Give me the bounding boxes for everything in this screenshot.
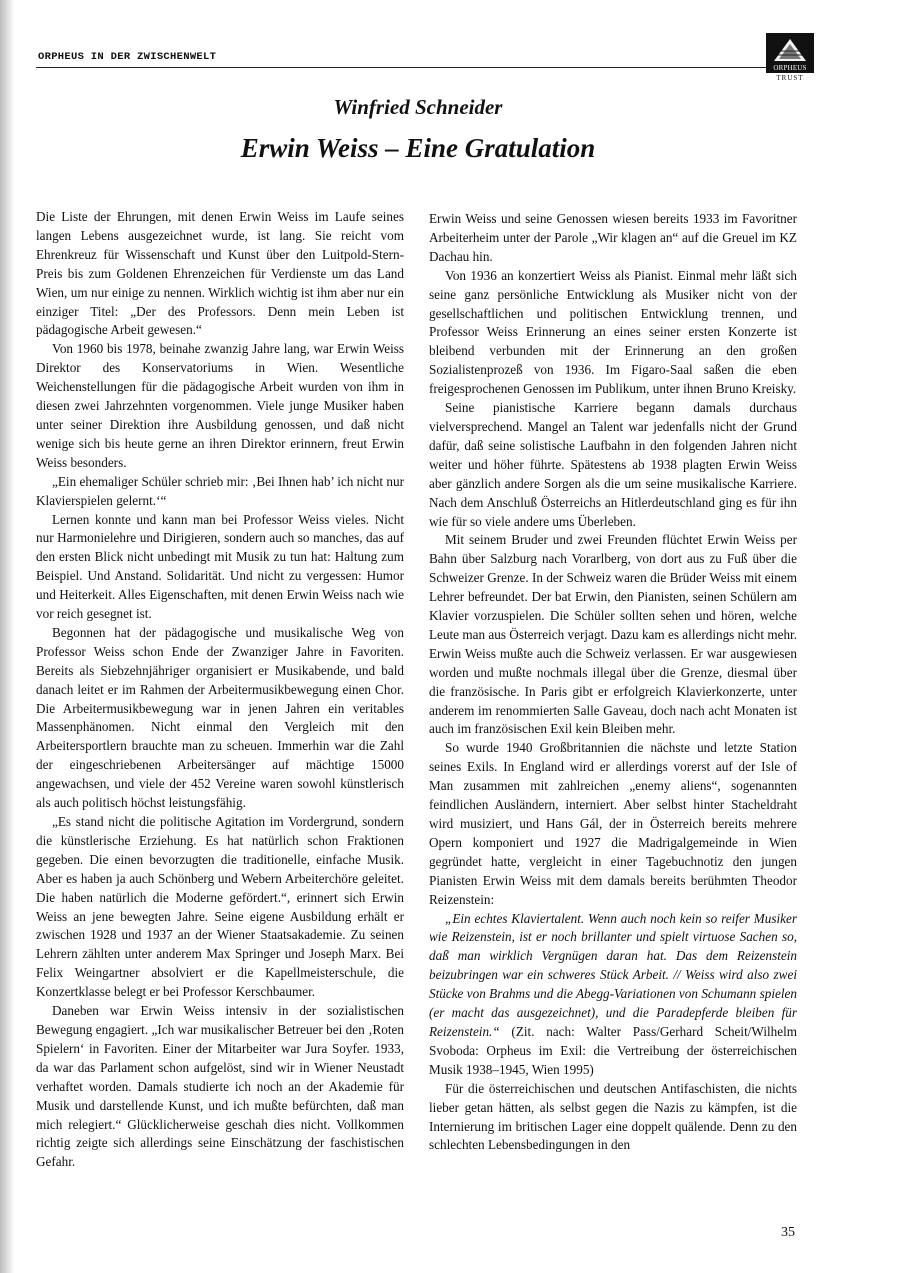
paragraph: Von 1960 bis 1978, beinahe zwanzig Jahre lang, war Erwin Weiss Direktor des Konservatoriums in Wien. Wesentliche Weichenstellungen für die pädagogische Arbeit wurden von ihm in diesen zwei Jahrzehnten vorgenommen. Viele junge Musiker haben unter seiner Direktion ihre Ausbildung genossen, und daß nicht wenige sich bis heute gerne an ihren Direktor erinnern, freut Erwin Weiss besonders. (36, 341, 404, 470)
left-column (36, 208, 404, 1172)
paragraph: So wurde 1940 Großbritannien die nächste und letzte Station seines Exils. In England wird er allerdings vorerst auf der Isle of Man zusammen mit zahlreichen „enemy aliens“, sogenannten feindlichen Ausländern, interniert. Aber selbst hinter Stacheldraht wird musiziert, und Hans Gál, der in Österreich bereits mehrere Opern komponiert und 1927 die Madrigalgemeinde in Wien gegründet hatte, vergleicht in einer Tagebuchnotiz den jungen Pianisten Erwin Weiss mit dem damals bereits berühmten Theodor Reizenstein: (429, 740, 797, 907)
logo-name: ORPHEUS (766, 63, 814, 73)
logo-subname: TRUST (776, 74, 804, 82)
paragraph: Daneben war Erwin Weiss intensiv in der sozialistischen Bewegung engagiert. „Ich war musikalischer Betreuer bei den ‚Roten Spielern‘ in Favoriten. Einer der Mitarbeiter war Jura Soyfer. 1933, da war das Parlament schon aufgelöst, sind wir in Wiener Neustadt verhaftet worden. Damals studierte ich noch an der Akademie für Musik und darstellende Kunst, und ich mußte befürchten, daß man mich relegiert.“ Glücklicherweise geschah dies nicht. Vollkommen richtig zeigte sich allerdings seine Einschätzung der faschistischen Gefahr. (36, 1003, 404, 1170)
paragraph: Begonnen hat der pädagogische und musikalische Weg von Professor Weiss schon Ende der Zwanziger Jahre in Favoriten. Bereits als Siebzehnjähriger organisiert er Musikabende, und bald danach leitet er im Rahmen der Arbeitermusikbewegung einen Chor. Die Arbeitermusikbewegung war in jenen Jahren ein veritables Massenphänomen. Nicht einmal den Vergleich mit den Arbeitersportlern brauchte man zu scheuen. Immerhin war die Zahl der eingeschriebenen Arbeitersänger auf mächtige 15000 angewachsen, und viele der 452 Vereine waren sowohl künstlerisch als auch politisch höchst leistungsfähig. (36, 624, 404, 811)
paragraph: Von 1936 an konzertiert Weiss als Pianist. Einmal mehr läßt sich seine ganz persönliche Entwicklung als Musiker nicht von der gesellschaftlichen und politischen Entwicklung trennen, und Professor Weiss Erinnerung an eines seiner ersten Konzerte ist bleibend verbunden mit der Erinnerung an den großen Sozialistenprozeß von 1936. Im Figaro-Saal saßen die eben freigesprochenen Genossen im Publikum, unter ihnen Bruno Kreisky. (429, 267, 797, 397)
header-rule (36, 67, 808, 68)
paragraph: Lernen konnte und kann man bei Professor Weiss vieles. Nicht nur Harmonielehre und Dirigieren, sondern auch so manches, das auf den ersten Blick nicht unbedingt mit Musik zu tun hat: Haltung zum Beispiel. Und Anstand. Solidarität. Und nicht zu vergessen: Humor und Heiterkeit. Alles Eigenschaften, mit denen Erwin Weiss nach wie vor reich gesegnet ist. (36, 511, 404, 622)
page-edge-shadow (0, 0, 14, 1273)
paragraph: Erwin Weiss und seine Genossen wiesen bereits 1933 im Favoritner Arbeiterheim unter der Parole „Wir klagen an“ auf die Greuel im KZ Dachau hin. (429, 211, 797, 264)
paragraph: Mit seinem Bruder und zwei Freunden flüchtet Erwin Weiss per Bahn über Salzburg nach Vorarlberg, von dort aus zu Fuß über die Schweizer Grenze. In der Schweiz waren die Brüder Weiss mit einem Lehrer befreundet. Der bat Erwin, den Pianisten, seinen Schülern am Klavier vorzuspielen. Die Schüler sollten sehen und hören, welche Leute man aus Österreich verjagt. Dazu kam es allerdings nicht mehr. Erwin Weiss mußte auch die Schweiz verlassen. Er war ausgewiesen worden und mußte nochmals illegal über die Grenze, diesmal über die französische. In Paris gibt er erfolgreich Klavierkonzerte, unter anderem im renommierten Salle Gaveau, doch nach acht Monaten ist auch im französischen Exil kein Bleiben mehr. (429, 532, 797, 737)
article-title: Erwin Weiss – Eine Gratulation (240, 133, 596, 163)
page-number: 35 (781, 1225, 795, 1240)
paragraph: Seine pianistische Karriere begann damals durchaus vielversprechend. Mangel an Talent war jedenfalls nicht der Grund dafür, daß seine solistische Laufbahn in den folgenden Jahren nicht weiter und höher führte. Spätestens ab 1938 plagten Erwin Weiss aber gänzlich andere Sorgen als die um seine musikalische Karriere. Nach dem Anschluß Österreichs an Hitlerdeutschland ging es für ihn wie für so viele andere ums Überleben. (429, 400, 797, 529)
quote-paragraph: „Es stand nicht die politische Agitation im Vordergrund, sondern die künstlerische Erziehung. Es hat natürlich schon Fraktionen gegeben. Die einen bevorzugten die traditionelle, einfache Musik. Aber es haben ja auch Schönberg und Webern Arbeiterchöre geleitet. Die haben natürlich die Moderne gefördert.“, erinnert sich Erwin Weiss an jene bewegten Jahre. Seine eigene Ausbildung erhält er zwischen 1928 und 1937 an der Wiener Staatsakademie. Zu seinen Lehrern zählten unter anderem Max Springer und Joseph Marx. Bei Felix Weingartner absolviert er die Kapellmeisterschule, die Konzertklasse belegt er bei Professor Kerschbaumer. (36, 814, 404, 1000)
right-column (429, 210, 797, 1155)
orpheus-trust-logo (766, 33, 814, 83)
article-author: Winfried Schneider (333, 95, 503, 119)
paragraph: Die Liste der Ehrungen, mit denen Erwin Weiss im Laufe seines langen Lebens ausgezeichnet wurde, ist lang. Sie reicht vom Ehrenkreuz für Wissenschaft und Kunst über den Luitpold-Stern-Preis bis zum Goldenen Ehrenzeichen für Verdienste um das Land Wien, um nur einige zu nennen. Wirklich wichtig ist ihm aber nur ein einziger Titel: „Der des Professors. Denn mein Leben ist pädagogische Arbeit gewesen.“ (36, 209, 404, 338)
citation: (Zit. nach: Walter Pass/Gerhard Scheit/Wilhelm Svoboda: Orpheus im Exil: die Vertreibung der österreichischen Musik 1938–1945, Wien 1995) (429, 1023, 798, 1077)
italic-quote: „Ein echtes Klaviertalent. Wenn auch noch kein so reifer Musiker wie Reizenstein, ist er noch brillanter und spielt virtuose Sachen so, daß man wirklich Vergnügen daran hat. Das dem Reizenstein beizubringen war ein schweres Stück Arbeit. // Weiss wird also zwei Stücke von Brahms und die Abegg-Variationen von Schumann spielen (er macht das ausgezeichnet), und die Paradepferde bleiben für Reizenstein.“ (429, 910, 797, 1039)
pyramid-icon (766, 33, 814, 63)
running-head: ORPHEUS IN DER ZWISCHENWELT (38, 51, 217, 63)
paragraph: Für die österreichischen und deutschen Antifaschisten, die nichts lieber getan hätten, als selbst gegen die Nazis zu kämpfen, ist die Internierung im britischen Lager eine doppelt quälende. Denn zu den schlechten Lebensbedingungen in den (429, 1080, 797, 1153)
quote-block (429, 910, 797, 1080)
quote-paragraph: „Ein ehemaliger Schüler schrieb mir: ‚Bei Ihnen hab’ ich nicht nur Klavierspielen gelernt.‘“ (36, 473, 404, 508)
